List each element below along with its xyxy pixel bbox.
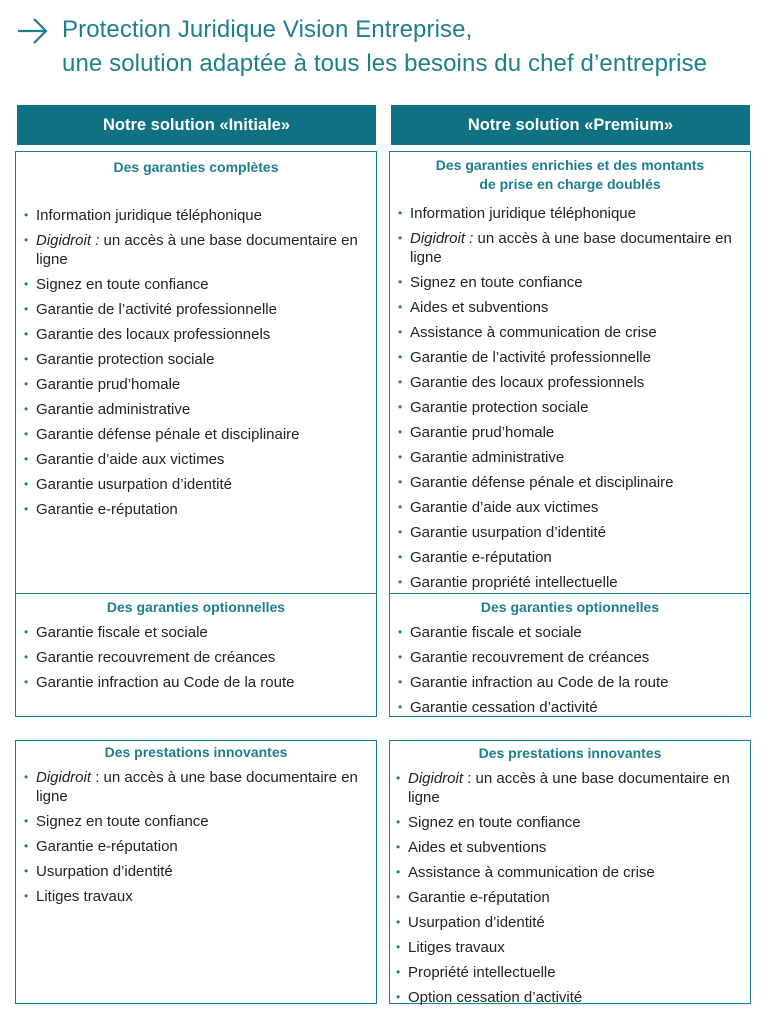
list-item-text: Litiges travaux xyxy=(408,939,505,956)
header-premium: Notre solution «Premium» xyxy=(391,105,750,145)
title-line-1: Protection Juridique Vision Entreprise, xyxy=(62,16,473,43)
list-item xyxy=(390,988,742,1007)
bullet-icon: • xyxy=(24,302,29,316)
list-item-emphasis: Digidroit : xyxy=(410,230,474,247)
bullet-icon: • xyxy=(398,450,403,464)
bullet-icon: • xyxy=(398,275,403,289)
bullet-icon: • xyxy=(398,675,403,689)
bullet-icon: • xyxy=(398,325,403,339)
list-item xyxy=(18,206,368,225)
premium-prestations-box xyxy=(389,740,751,1004)
premium-options-title: Des garanties optionnelles xyxy=(480,599,660,615)
list-item xyxy=(18,275,368,294)
initiale-divider xyxy=(16,593,376,594)
bullet-icon: • xyxy=(396,965,401,979)
bullet-icon: • xyxy=(24,402,29,416)
bullet-icon: • xyxy=(396,890,401,904)
list-item xyxy=(18,648,368,667)
initiale-prestations-title: Des prestations innovantes xyxy=(104,744,288,760)
premium-garanties-list xyxy=(392,204,742,592)
list-item-text: Garantie e-réputation xyxy=(36,838,178,855)
bullet-icon: • xyxy=(396,815,401,829)
list-item xyxy=(18,768,368,806)
premium-divider xyxy=(390,593,750,594)
bullet-icon: • xyxy=(398,425,403,439)
list-item-text: Garantie administrative xyxy=(36,401,191,418)
list-item xyxy=(18,350,368,369)
bullet-icon: • xyxy=(396,840,401,854)
list-item xyxy=(392,623,742,642)
list-item-text: Garantie défense pénale et disciplinaire xyxy=(36,426,300,443)
bullet-icon: • xyxy=(398,350,403,364)
list-item xyxy=(392,448,742,467)
bullet-icon: • xyxy=(24,327,29,341)
bullet-icon: • xyxy=(398,400,403,414)
list-item xyxy=(392,673,742,692)
list-item xyxy=(18,837,368,856)
list-item-text: Usurpation d’identité xyxy=(36,863,173,880)
list-item-text: : un accès à une base documentaire en ligne xyxy=(36,769,358,805)
arrow-right-icon xyxy=(16,16,50,46)
bullet-icon: • xyxy=(24,650,29,664)
initiale-options-list xyxy=(18,623,368,692)
list-item xyxy=(18,673,368,692)
list-item xyxy=(18,375,368,394)
bullet-icon: • xyxy=(24,770,29,784)
bullet-icon: • xyxy=(24,477,29,491)
bullet-icon: • xyxy=(24,864,29,878)
list-item-text: Garantie protection sociale xyxy=(36,351,215,368)
list-item-text: Garantie infraction au Code de la route xyxy=(36,674,295,691)
premium-prestations-list xyxy=(390,769,742,1007)
list-item-text: Usurpation d’identité xyxy=(408,914,545,931)
bullet-icon: • xyxy=(398,650,403,664)
list-item-text: Garantie e-réputation xyxy=(410,549,552,566)
list-item xyxy=(390,769,742,807)
list-item-text: Garantie e-réputation xyxy=(408,889,550,906)
list-item-text: Assistance à communication de crise xyxy=(410,324,657,341)
list-item-text: Garantie fiscale et sociale xyxy=(36,624,208,641)
list-item xyxy=(392,573,742,592)
title-line-2: une solution adaptée à tous les besoins du chef d’entreprise xyxy=(62,50,708,77)
list-item-text: Garantie infraction au Code de la route xyxy=(410,674,669,691)
list-item xyxy=(392,498,742,517)
list-item xyxy=(18,887,368,906)
list-item-text: un accès à une base documentaire en ligne xyxy=(36,232,358,268)
bullet-icon: • xyxy=(398,206,403,220)
list-item xyxy=(18,475,368,494)
list-item-text: Garantie propriété intellectuelle xyxy=(410,574,618,591)
list-item-text: Garantie usurpation d’identité xyxy=(410,524,606,541)
list-item xyxy=(392,398,742,417)
premium-garanties-box xyxy=(389,151,751,717)
list-item-text: : un accès à une base documentaire en ligne xyxy=(408,770,730,806)
list-item-text: Garantie de l’activité professionnelle xyxy=(410,349,651,366)
bullet-icon: • xyxy=(398,550,403,564)
list-item xyxy=(18,400,368,419)
list-item xyxy=(392,648,742,667)
list-item xyxy=(392,323,742,342)
list-item-text: Assistance à communication de crise xyxy=(408,864,655,881)
list-item-text: Aides et subventions xyxy=(408,839,547,856)
list-item xyxy=(392,523,742,542)
list-item xyxy=(392,698,742,717)
bullet-icon: • xyxy=(398,575,403,589)
list-item-text: Garantie prud’homale xyxy=(410,424,555,441)
initiale-garanties-box xyxy=(15,151,377,717)
list-item-text: Garantie cessation d’activité xyxy=(410,699,598,716)
bullet-icon: • xyxy=(398,475,403,489)
bullet-icon: • xyxy=(24,277,29,291)
bullet-icon: • xyxy=(396,865,401,879)
bullet-icon: • xyxy=(398,700,403,714)
bullet-icon: • xyxy=(24,352,29,366)
list-item xyxy=(18,623,368,642)
bullet-icon: • xyxy=(396,990,401,1004)
bullet-icon: • xyxy=(24,427,29,441)
list-item xyxy=(18,812,368,831)
list-item-text: Signez en toute confiance xyxy=(410,274,583,291)
premium-garanties-title-2: de prise en charge doublés xyxy=(479,176,661,192)
initiale-prestations-list xyxy=(18,768,368,906)
list-item xyxy=(390,863,742,882)
header-initiale: Notre solution «Initiale» xyxy=(17,105,376,145)
bullet-icon: • xyxy=(24,502,29,516)
bullet-icon: • xyxy=(24,377,29,391)
bullet-icon: • xyxy=(398,525,403,539)
bullet-icon: • xyxy=(398,300,403,314)
list-item-emphasis: Digidroit xyxy=(408,770,464,787)
initiale-prestations-box xyxy=(15,740,377,1004)
list-item xyxy=(18,325,368,344)
list-item-text: Garantie administrative xyxy=(410,449,565,466)
list-item-text: Garantie protection sociale xyxy=(410,399,589,416)
list-item xyxy=(392,204,742,223)
bullet-icon: • xyxy=(398,625,403,639)
list-item-text: Litiges travaux xyxy=(36,888,133,905)
premium-garanties-title-1: Des garanties enrichies et des montants xyxy=(435,157,705,173)
initiale-garanties-title: Des garanties complètes xyxy=(113,159,279,175)
bullet-icon: • xyxy=(398,500,403,514)
list-item xyxy=(392,298,742,317)
list-item xyxy=(392,373,742,392)
list-item-text: un accès à une base documentaire en ligne xyxy=(410,230,732,266)
list-item-emphasis: Digidroit xyxy=(36,769,92,786)
list-item-text: Aides et subventions xyxy=(410,299,549,316)
list-item-text: Option cessation d’activité xyxy=(408,989,583,1006)
bullet-icon: • xyxy=(398,375,403,389)
list-item-text: Signez en toute confiance xyxy=(36,276,209,293)
list-item-text: Garantie d’aide aux victimes xyxy=(36,451,225,468)
list-item xyxy=(18,300,368,319)
list-item-text: Garantie recouvrement de créances xyxy=(36,649,276,666)
initiale-options-title: Des garanties optionnelles xyxy=(106,599,286,615)
bullet-icon: • xyxy=(396,771,401,785)
list-item-text: Garantie de l’activité professionnelle xyxy=(36,301,277,318)
bullet-icon: • xyxy=(24,889,29,903)
list-item-emphasis: Digidroit : xyxy=(36,232,100,249)
list-item xyxy=(18,862,368,881)
list-item xyxy=(390,938,742,957)
list-item-text: Garantie des locaux professionnels xyxy=(410,374,645,391)
bullet-icon: • xyxy=(24,814,29,828)
list-item-text: Information juridique téléphonique xyxy=(36,207,262,224)
list-item-text: Garantie des locaux professionnels xyxy=(36,326,271,343)
bullet-icon: • xyxy=(24,233,29,247)
list-item xyxy=(390,888,742,907)
list-item xyxy=(390,813,742,832)
list-item-text: Garantie défense pénale et disciplinaire xyxy=(410,474,674,491)
list-item xyxy=(392,473,742,492)
list-item xyxy=(18,450,368,469)
bullet-icon: • xyxy=(24,839,29,853)
list-item xyxy=(18,231,368,269)
list-item xyxy=(392,348,742,367)
list-item xyxy=(392,229,742,267)
list-item-text: Signez en toute confiance xyxy=(36,813,209,830)
list-item-text: Propriété intellectuelle xyxy=(408,964,556,981)
list-item-text: Garantie fiscale et sociale xyxy=(410,624,582,641)
list-item xyxy=(18,425,368,444)
initiale-garanties-list xyxy=(18,206,368,519)
bullet-icon: • xyxy=(24,452,29,466)
list-item xyxy=(392,273,742,292)
premium-options-list xyxy=(392,623,742,717)
bullet-icon: • xyxy=(396,940,401,954)
list-item xyxy=(18,500,368,519)
list-item-text: Information juridique téléphonique xyxy=(410,205,636,222)
list-item-text: Signez en toute confiance xyxy=(408,814,581,831)
premium-prestations-title: Des prestations innovantes xyxy=(478,745,662,761)
list-item xyxy=(392,423,742,442)
list-item-text: Garantie d’aide aux victimes xyxy=(410,499,599,516)
list-item-text: Garantie prud’homale xyxy=(36,376,181,393)
list-item-text: Garantie recouvrement de créances xyxy=(410,649,650,666)
bullet-icon: • xyxy=(24,208,29,222)
list-item-text: Garantie e-réputation xyxy=(36,501,178,518)
list-item xyxy=(390,913,742,932)
list-item xyxy=(390,838,742,857)
list-item xyxy=(390,963,742,982)
list-item-text: Garantie usurpation d’identité xyxy=(36,476,232,493)
bullet-icon: • xyxy=(24,675,29,689)
bullet-icon: • xyxy=(396,915,401,929)
bullet-icon: • xyxy=(398,231,403,245)
list-item xyxy=(392,548,742,567)
bullet-icon: • xyxy=(24,625,29,639)
